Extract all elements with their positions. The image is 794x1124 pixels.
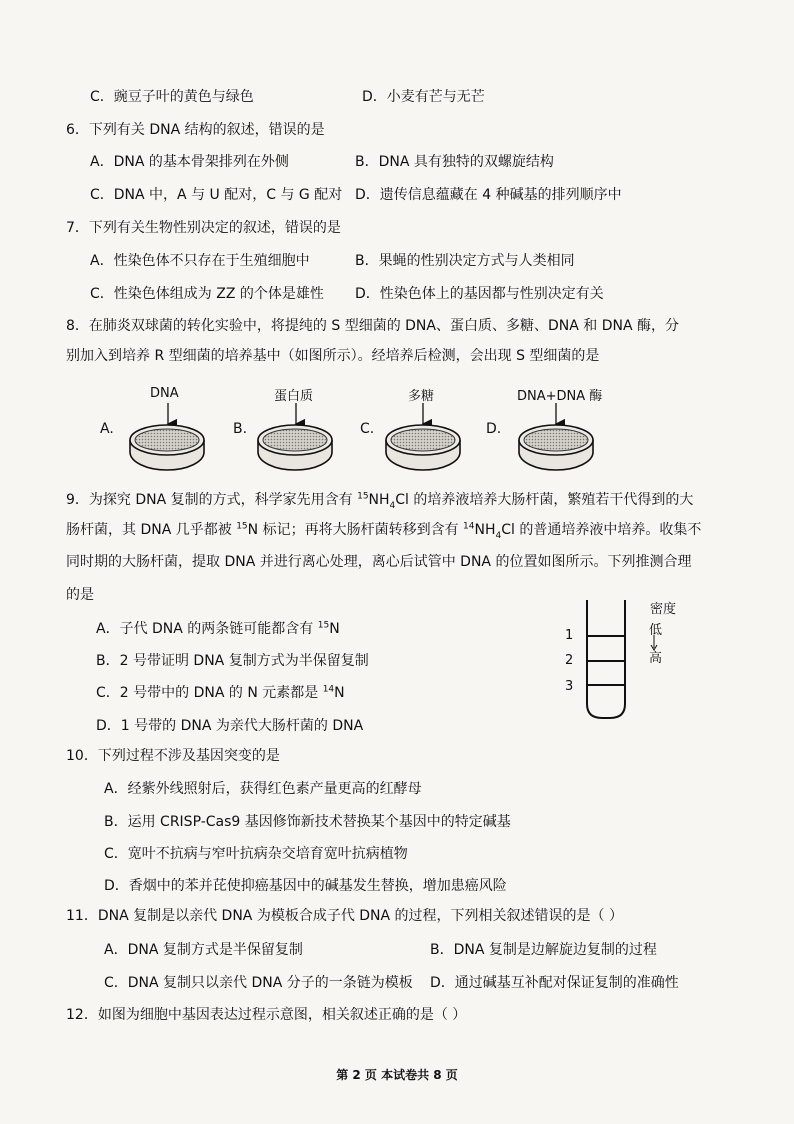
dish-b-label: 蛋白质 xyxy=(274,389,314,404)
dish-a-label: DNA xyxy=(150,386,179,401)
q9-stem-line4: 的是 xyxy=(66,587,94,603)
q6-option-b: B．DNA 具有独特的双螺旋结构 xyxy=(355,154,554,170)
q9-option-d: D．1 号带的 DNA 为亲代大肠杆菌的 DNA xyxy=(96,718,364,734)
q9-stem2-post: Cl 的普通培养液中培养。收集不 xyxy=(501,522,702,538)
q10-option-a: A．经紫外线照射后，获得红色素产量更高的红酵母 xyxy=(104,781,422,797)
centrifuge-tube-svg xyxy=(580,600,663,730)
q7-option-c: C．性染色体组成为 ZZ 的个体是雄性 xyxy=(90,286,324,302)
q9-stem2-sup2: 14 xyxy=(463,521,475,532)
q9-c-post: N xyxy=(334,685,345,701)
dish-d-letter: D. xyxy=(486,421,502,437)
q8-stem-line1: 8．在肺炎双球菌的转化实验中，将提纯的 S 型细菌的 DNA、蛋白质、多糖、DNA 和 DNA 酶，分 xyxy=(66,318,679,334)
q9-c-sup: 14 xyxy=(322,684,335,695)
q9-stem1-post: Cl 的培养液培养大肠杆菌，繁殖若干代得到的大 xyxy=(395,492,694,508)
q11-option-d: D．通过碱基互补配对保证复制的准确性 xyxy=(430,975,679,991)
tube-high-label: 高 xyxy=(649,651,663,666)
q7-option-b: B．果蝇的性别决定方式与人类相同 xyxy=(355,253,575,269)
petri-dish-a xyxy=(130,403,204,470)
q9-stem2-sub: 4 xyxy=(495,530,502,541)
q10-option-c: C．宽叶不抗病与窄叶抗病杂交培育宽叶抗病植物 xyxy=(104,846,408,862)
q9-stem1-sub: 4 xyxy=(389,500,396,511)
q9-stem1-mid: NH xyxy=(368,492,390,508)
tube-band-3-label: 3 xyxy=(565,679,574,694)
q9-stem1-sup: 15 xyxy=(357,491,369,502)
tube-band-1-label: 1 xyxy=(565,628,574,643)
q10-option-b: B．运用 CRISP-Cas9 基因修饰新技术替换某个基因中的特定碱基 xyxy=(104,814,511,830)
q9-option-c xyxy=(96,683,345,703)
q9-stem-line3: 同时期的大肠杆菌，提取 DNA 并进行离心处理，离心后试管中 DNA 的位置如图所示。下列推测合理 xyxy=(66,554,692,570)
q9-option-a xyxy=(96,619,340,639)
q7-option-a: A．性染色体不只存在于生殖细胞中 xyxy=(90,253,310,269)
q9-stem2-mid2: NH xyxy=(474,522,496,538)
q9-a-post: N xyxy=(329,621,340,637)
q9-c-pre: C．2 号带中的 DNA 的 N 元素都是 xyxy=(96,685,323,701)
tube-low-label: 低 xyxy=(649,623,663,638)
q9-a-sup: 15 xyxy=(317,620,330,631)
q9-a-pre: A．子代 DNA 的两条链可能都含有 xyxy=(96,621,318,637)
q11-option-b: B．DNA 复制是边解旋边复制的过程 xyxy=(430,942,657,958)
centrifuge-tube xyxy=(587,600,625,718)
page-footer: 第 2 页 本试卷共 8 页 xyxy=(336,1068,458,1082)
q5-option-c: C．豌豆子叶的黄色与绿色 xyxy=(90,89,254,105)
q9-stem2-sup1: 15 xyxy=(236,521,248,532)
q6-option-c: C．DNA 中，A 与 U 配对，C 与 G 配对 xyxy=(90,187,343,203)
petri-dish-d xyxy=(519,403,593,470)
dish-c-letter: C. xyxy=(360,421,375,437)
q11-option-a: A．DNA 复制方式是半保留复制 xyxy=(104,942,303,958)
q5-option-d: D．小麦有芒与无芒 xyxy=(362,89,485,105)
dish-c-label: 多糖 xyxy=(408,389,435,404)
tube-band-2-label: 2 xyxy=(565,653,574,668)
q6-stem: 6．下列有关 DNA 结构的叙述，错误的是 xyxy=(66,122,325,138)
q8-stem-line2: 别加入到培养 R 型细菌的培养基中（如图所示）。经培养后检测，会出现 S 型细菌的是 xyxy=(66,348,600,364)
q10-option-d: D．香烟中的苯并芘使抑癌基因中的碱基发生替换，增加患癌风险 xyxy=(104,878,507,894)
q9-stem1-pre: 9．为探究 DNA 复制的方式，科学家先用含有 xyxy=(66,492,358,508)
q11-stem: 11．DNA 复制是以亲代 DNA 为模板合成子代 DNA 的过程，下列相关叙述错误的是（ ） xyxy=(66,908,624,924)
q6-option-d: D．遗传信息蕴藏在 4 种碱基的排列顺序中 xyxy=(355,187,622,203)
petri-dish-c xyxy=(386,403,460,470)
dish-b-letter: B. xyxy=(233,421,248,437)
q9-stem2-pre: 肠杆菌，其 DNA 几乎都被 xyxy=(66,522,237,538)
q7-stem: 7．下列有关生物性别决定的叙述，错误的是 xyxy=(66,220,341,236)
q9-stem2-mid: N 标记；再将大肠杆菌转移到含有 xyxy=(247,522,464,538)
density-arrow-icon xyxy=(651,635,657,650)
petri-dish-b xyxy=(258,403,332,470)
q6-option-a: A．DNA 的基本骨架排列在外侧 xyxy=(90,154,289,170)
dish-d-label: DNA+DNA 酶 xyxy=(517,389,603,404)
tube-density-label: 密度 xyxy=(650,602,677,617)
q9-stem-line1 xyxy=(66,490,693,510)
q7-option-d: D．性染色体上的基因都与性别决定有关 xyxy=(355,286,604,302)
petri-dishes-svg xyxy=(0,0,794,500)
q9-stem-line2 xyxy=(66,520,701,540)
q12-stem: 12．如图为细胞中基因表达过程示意图，相关叙述正确的是（ ） xyxy=(66,1007,467,1023)
q10-stem: 10．下列过程不涉及基因突变的是 xyxy=(66,748,280,764)
q11-option-c: C．DNA 复制只以亲代 DNA 分子的一条链为模板 xyxy=(104,975,413,991)
q9-option-b: B．2 号带证明 DNA 复制方式为半保留复制 xyxy=(96,653,369,669)
dish-a-letter: A. xyxy=(100,421,114,437)
